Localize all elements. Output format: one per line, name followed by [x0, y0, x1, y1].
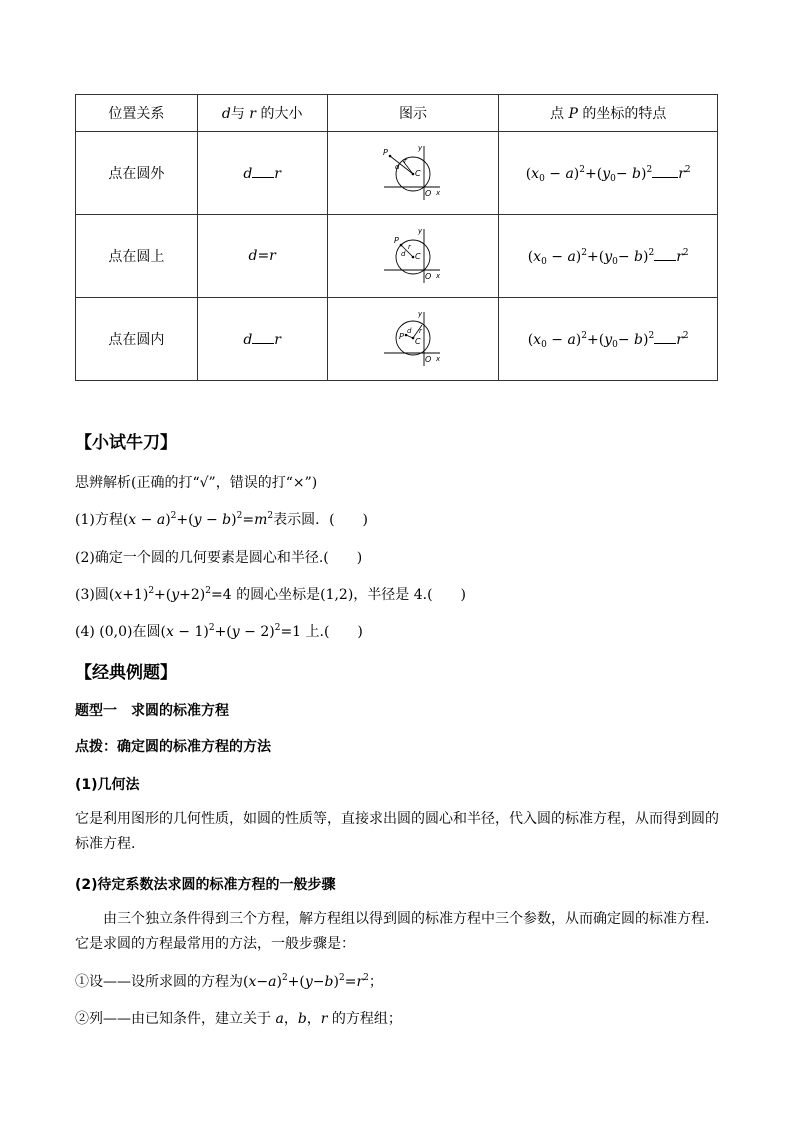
label-c: C [414, 169, 421, 178]
example-tip: 点拨：确定圆的标准方程的方法 [75, 739, 271, 755]
label-y: y [417, 310, 423, 318]
question-2: (2)确定一个圆的几何要素是圆心和半径.( ) [75, 550, 363, 566]
distance-segment [390, 156, 413, 174]
method-2-text: 由三个独立条件得到三个方程，解方程组以得到圆的标准方程中三个参数，从而确定圆的标准方程．它是求圆的方程最常用的方法，一般步骤是： [75, 911, 719, 952]
question-1: (1)方程$(x - a)^2+(y - b)^2=m^2$表示圆．( ) [75, 511, 369, 528]
practice-intro: 思辨解析(正确的打“√”，错误的打“×”) [75, 475, 318, 491]
circle-point-on-diagram [378, 225, 448, 287]
d-r-relation: d r [197, 132, 327, 215]
label-y: y [417, 227, 423, 235]
circle-point-inside-diagram [378, 308, 448, 370]
method-2-title: (2)待定系数法求圆的标准方程的一般步骤 [75, 877, 336, 893]
label-p: P [382, 148, 388, 157]
header-coord-feature: 点 P 的坐标的特点 [499, 95, 718, 132]
position-label: 点在圆上 [76, 215, 198, 298]
label-r: r [407, 243, 411, 251]
label-c: C [414, 337, 421, 346]
d-r-relation: d=r [197, 215, 327, 298]
header-d-vs-r: d与 r 的大小 [197, 95, 327, 132]
label-d: d [406, 327, 412, 335]
question-4: (4) (0,0)在圆$(x - 1)^2+(y - 2)^2=1$ 上.( ) [75, 623, 363, 640]
position-label: 点在圆内 [76, 298, 198, 381]
coord-condition: $(x_0 - a)^2+(y_0- b)^2$ $r^2$ [499, 298, 718, 381]
label-o: O [424, 272, 432, 281]
table-row-outside [76, 132, 718, 215]
label-p: P [393, 236, 399, 245]
diagram-cell [327, 132, 499, 215]
question-3: (3)圆$(x+1)^2+(y+2)^2=4$ 的圆心坐标是(1,2)，半径是 4.( ) [75, 586, 467, 603]
label-r: r [418, 327, 422, 335]
circle-point-outside-diagram [378, 142, 448, 204]
label-x: x [435, 189, 441, 197]
coord-condition: $(x_0 - a)^2+(y_0- b)^2$ $r^2$ [499, 132, 718, 215]
method-1-text: 它是利用图形的几何性质，如圆的性质等，直接求出圆的圆心和半径，代入圆的标准方程，从而得到圆的标准方程. [75, 811, 719, 852]
label-d: d [394, 163, 400, 171]
label-p: P [398, 332, 404, 341]
position-relation-table [75, 94, 718, 381]
label-x: x [435, 355, 441, 363]
header-position: 位置关系 [76, 95, 198, 132]
position-label: 点在圆外 [76, 132, 198, 215]
example-type-1: 题型一 求圆的标准方程 [75, 703, 229, 719]
coord-condition: $(x_0 - a)^2+(y_0- b)^2$ $r^2$ [499, 215, 718, 298]
label-x: x [435, 272, 441, 280]
method-1-title: (1)几何法 [75, 777, 140, 793]
diagram-cell [327, 298, 499, 381]
examples-title: 【经典例题】 [75, 663, 177, 683]
distance-segment [406, 335, 413, 338]
label-o: O [424, 189, 432, 198]
diagram-cell [327, 215, 499, 298]
label-d: d [400, 250, 406, 258]
d-r-relation: d r [197, 298, 327, 381]
label-y: y [417, 144, 423, 152]
practice-title: 【小试牛刀】 [75, 433, 177, 453]
label-c: C [414, 252, 421, 261]
label-r: r [403, 157, 407, 165]
step-1: ①设——设所求圆的方程为$(x-a)^2+(y-b)^2=r^2$； [75, 973, 383, 990]
table-row-on [76, 215, 718, 298]
table-row-inside [76, 298, 718, 381]
step-2: ②列——由已知条件，建立关于 a，b，r 的方程组； [75, 1011, 402, 1027]
header-diagram: 图示 [327, 95, 499, 132]
label-o: O [424, 355, 432, 364]
table-header-row [76, 95, 718, 132]
